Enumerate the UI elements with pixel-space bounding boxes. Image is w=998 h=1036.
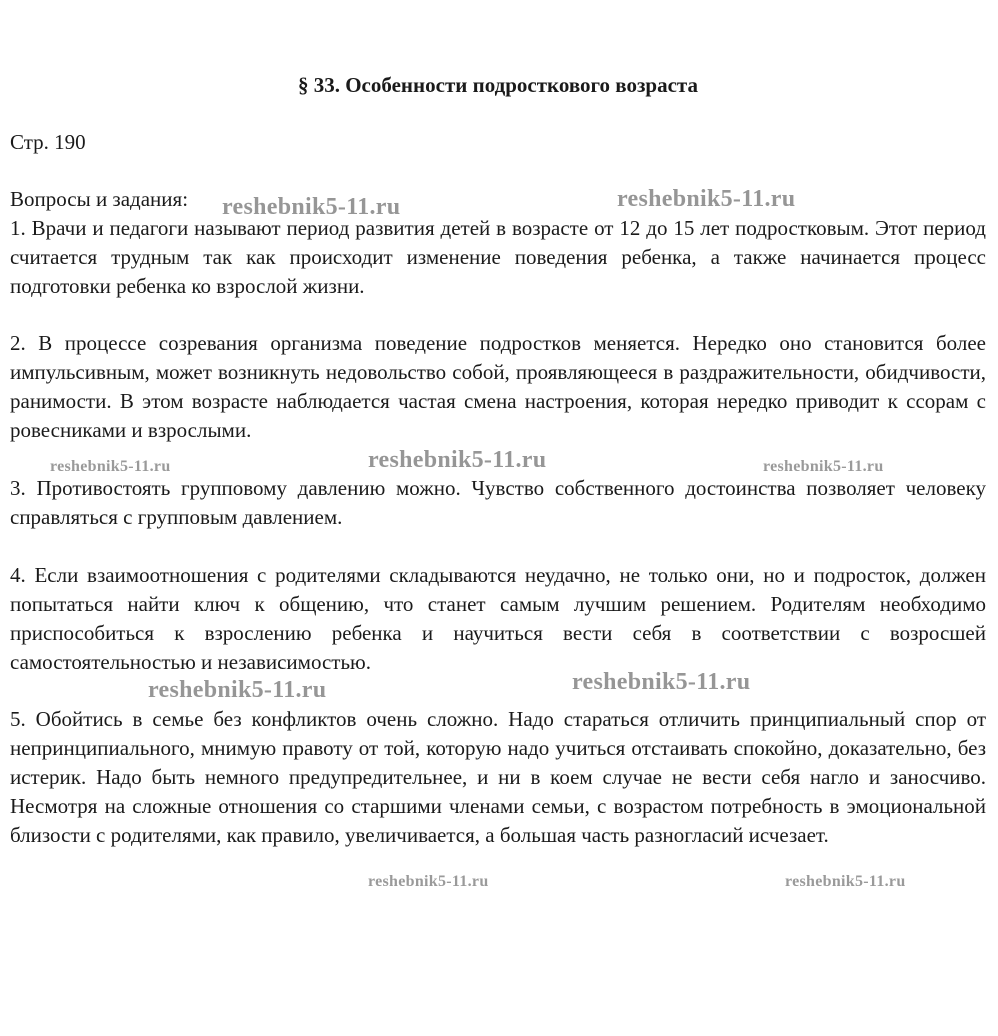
watermark-text: reshebnik5-11.ru xyxy=(617,186,796,212)
page-title: § 33. Особенности подросткового возраста xyxy=(297,73,699,97)
answer-1: 1. Врачи и педагоги называют период развития детей в возрасте от 12 до 15 лет подростковым. Этот период считается трудным так как происходит изменение поведения ребенка, а также начинается процесс подготовки ребенка ко взрослой жизни. xyxy=(10,216,986,298)
watermark-text: reshebnik5-11.ru xyxy=(368,873,489,890)
watermark-text: reshebnik5-11.ru xyxy=(222,194,401,220)
answer-3: 3. Противостоять групповому давлению можно. Чувство собственного достоинства позволяет человеку справляться с групповым давлением. xyxy=(10,476,986,529)
section-heading: Вопросы и задания: xyxy=(10,187,189,211)
page-reference: Стр. 190 xyxy=(10,130,86,154)
watermark-text: reshebnik5-11.ru xyxy=(572,669,751,695)
watermark-text: reshebnik5-11.ru xyxy=(785,873,906,890)
answer-5: 5. Обойтись в семье без конфликтов очень сложно. Надо стараться отличить принципиальный спор от непринципиального, мнимую правоту от той, которую надо учиться отстаивать спокойно, доказательно, без истерик. Надо быть немного предупредительнее, и ни в коем случае не вести себя нагло и заносчиво. Несмотря на сложные отношения со старшими членами семьи, с возрастом потребность в эмоциональной близости с родителями, как правило, увеличивается, а большая часть разногласий исчезает. xyxy=(10,707,986,847)
watermark-text: reshebnik5-11.ru xyxy=(50,458,171,475)
watermark-text: reshebnik5-11.ru xyxy=(368,447,547,473)
answer-4: 4. Если взаимоотношения с родителями складываются неудачно, не только они, но и подросток, должен попытаться найти ключ к общению, что станет самым лучшим решением. Родителям необходимо приспособиться к взрослению ребенка и научиться вести себя в соответствии с возросшей самостоятельностью и независимостью. xyxy=(10,563,986,674)
watermark-text: reshebnik5-11.ru xyxy=(763,458,884,475)
answer-2: 2. В процессе созревания организма поведение подростков меняется. Нередко оно становится более импульсивным, может возникнуть недовольство собой, проявляющееся в раздражительности, обидчивости, ранимости. В этом возрасте наблюдается частая смена настроения, которая нередко приводит к ссорам с ровесниками и взрослыми. xyxy=(10,331,986,442)
watermark-text: reshebnik5-11.ru xyxy=(148,677,327,703)
